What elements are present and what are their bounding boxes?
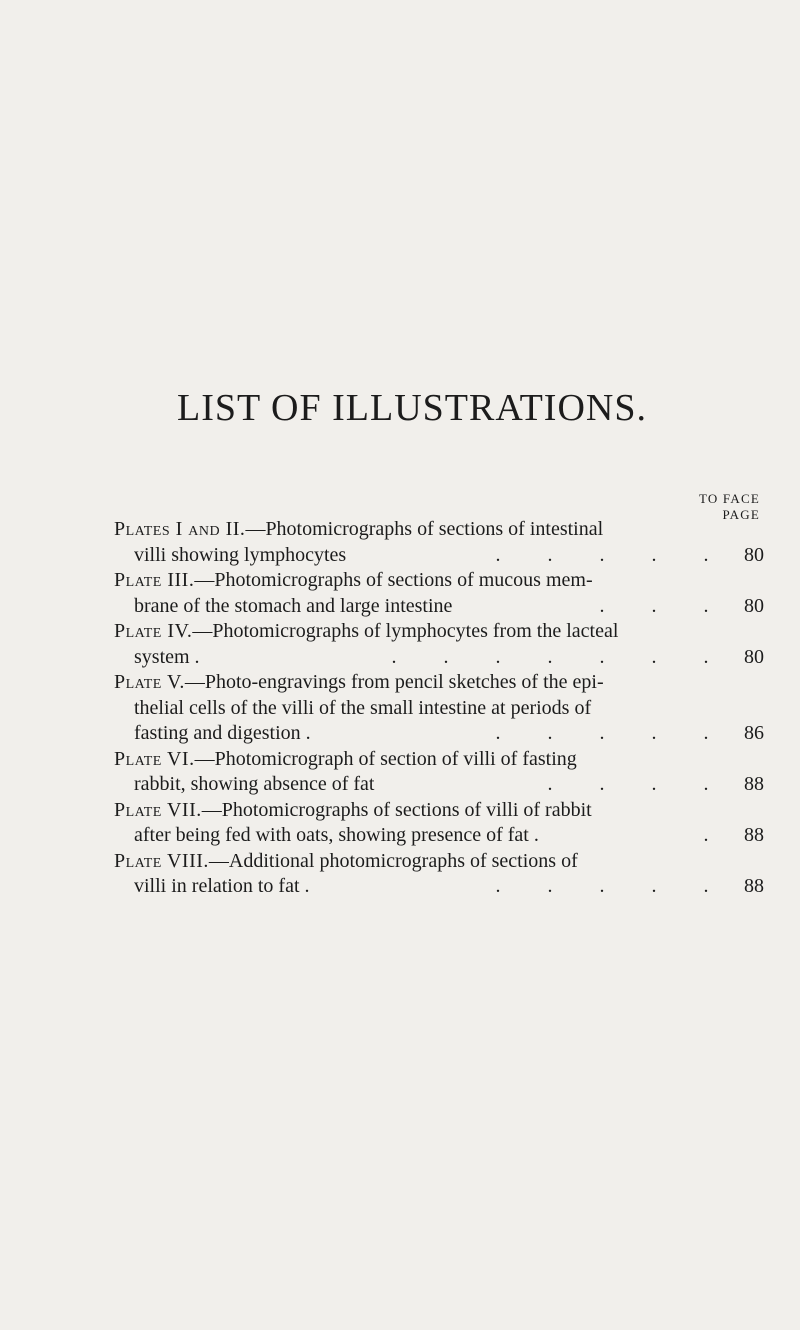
- entry-text: —Photomicrographs of sections of mucous mem-: [194, 569, 593, 591]
- list-item: [114, 619, 764, 670]
- column-header-to-face: TO FACE: [698, 491, 760, 506]
- plate-label: Plates I and II.: [114, 518, 246, 540]
- list-item: [114, 798, 764, 849]
- dot-leaders: . . .: [599, 594, 709, 617]
- list-item: [114, 670, 764, 747]
- page-title: LIST OF ILLUSTRATIONS.: [177, 387, 647, 429]
- page-number: 80: [744, 594, 764, 617]
- entry-text: —Photo-engravings from pencil sketches of the epi-: [184, 671, 604, 693]
- page-number: 88: [744, 773, 764, 795]
- column-header-page: PAGE: [722, 507, 760, 522]
- dot-leaders: . . . . .: [495, 722, 709, 744]
- entry-text: —Photomicrograph of section of villi of fasting: [194, 747, 577, 770]
- entry-text: —Photomicrographs of lymphocytes from the lacteal: [192, 620, 619, 642]
- page-number: 88: [744, 875, 764, 897]
- dot-leaders: . . . . .: [495, 543, 709, 566]
- list-item: [114, 849, 764, 900]
- entry-text: brane of the stomach and large intestine: [134, 594, 453, 617]
- entry-text: villi in relation to fat .: [134, 875, 310, 897]
- plate-label: Plate VI.: [114, 747, 195, 770]
- page-number: 86: [744, 722, 764, 744]
- plate-label: Plate V.: [114, 671, 185, 693]
- plate-label: Plate VIII.: [114, 849, 209, 872]
- plate-label: Plate III.: [114, 569, 195, 591]
- page-number: 80: [744, 543, 764, 566]
- illustrations-list: [114, 517, 764, 900]
- entry-text: —Photomicrographs of sections of villi of rabbit: [201, 798, 592, 821]
- dot-leaders: .: [703, 824, 709, 846]
- plate-label: Plate VII.: [114, 798, 202, 821]
- entry-text: after being fed with oats, showing presence of fat .: [134, 824, 539, 846]
- entry-text: —Photomicrographs of sections of intestinal: [245, 518, 604, 540]
- entry-text: system .: [134, 645, 200, 668]
- dot-leaders: . . . .: [547, 773, 709, 795]
- entry-text: villi showing lymphocytes: [134, 543, 347, 566]
- dot-leaders: . . . . . . .: [391, 645, 709, 668]
- list-item: [114, 517, 764, 568]
- list-item: [114, 568, 764, 619]
- list-item: [114, 747, 764, 798]
- entry-text: fasting and digestion .: [134, 722, 311, 744]
- entry-text: —Additional photomicrographs of sections of: [208, 849, 578, 872]
- page-number: 88: [744, 824, 764, 846]
- entry-text: thelial cells of the villi of the small intestine at periods of: [134, 696, 592, 719]
- entry-text: rabbit, showing absence of fat: [134, 773, 375, 795]
- dot-leaders: . . . . .: [495, 875, 709, 897]
- page-number: 80: [744, 645, 764, 668]
- plate-label: Plate IV.: [114, 620, 193, 642]
